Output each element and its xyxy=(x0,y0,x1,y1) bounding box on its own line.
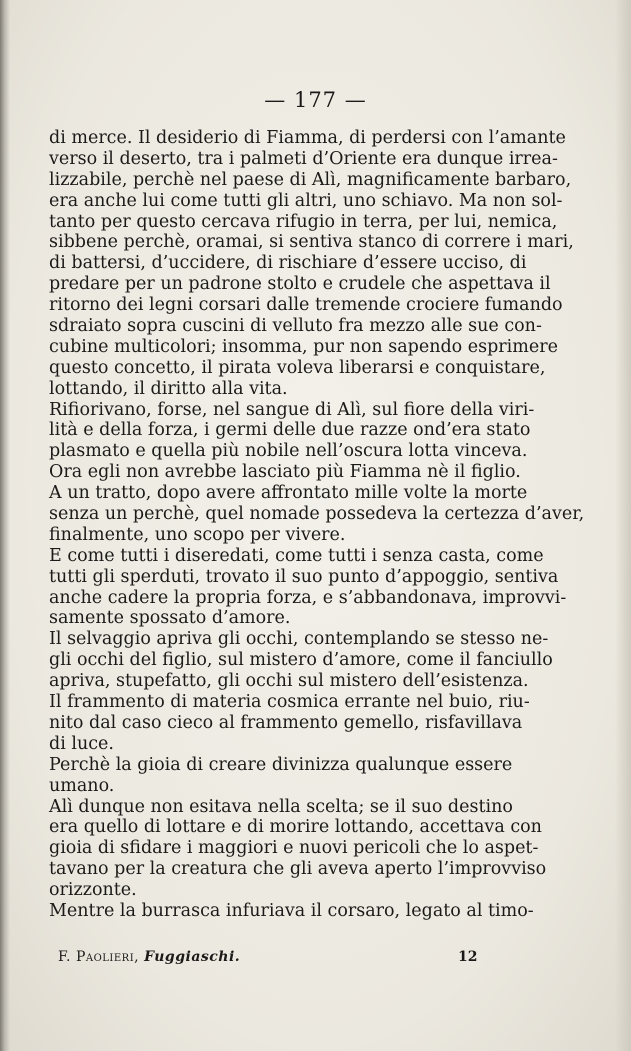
page-number: — 177 — xyxy=(264,88,367,112)
text-line: di luce. xyxy=(49,733,114,754)
text-line: sibbene perchè, oramai, si sentiva stanco di correre i mari, xyxy=(49,232,574,253)
text-line: tavano per la creatura che gli aveva aperto l’improvviso xyxy=(49,859,547,880)
footer-author-title xyxy=(58,949,240,965)
text-line: tanto per questo cercava rifugio in terra, per lui, nemica, xyxy=(49,211,558,232)
text-line: A un tratto, dopo avere affrontato mille volte la morte xyxy=(49,483,528,504)
footer-author-surname: Paolieri, xyxy=(75,949,140,965)
text-line: questo concetto, il pirata voleva liberarsi e conquistare, xyxy=(49,357,546,378)
text-line: orizzonte. xyxy=(49,880,137,901)
page-edge-shadow xyxy=(615,0,631,1051)
footer-signature-number: 12 xyxy=(458,949,478,965)
text-line: lizzabile, perchè nel paese di Alì, magnificamente barbaro, xyxy=(49,169,572,190)
text-line: Il selvaggio apriva gli occhi, contemplando se stesso ne- xyxy=(49,629,549,650)
text-line: umano. xyxy=(49,775,115,796)
text-line: di merce. Il desiderio di Fiamma, di perdersi con l’amante xyxy=(49,128,566,148)
text-line: era anche lui come tutti gli altri, uno schiavo. Ma non sol- xyxy=(49,190,563,211)
text-line: tutti gli sperduti, trovato il suo punto d’appoggio, sentiva xyxy=(49,566,559,587)
text-line: senza un perchè, quel nomade possedeva la certezza d’aver, xyxy=(49,504,585,525)
text-line: gli occhi del figlio, sul mistero d’amore, come il fanciullo xyxy=(49,650,553,671)
text-line: Rifiorivano, forse, nel sangue di Alì, sul fiore della viri- xyxy=(49,399,535,420)
text-line: lottando, il diritto alla vita. xyxy=(49,378,288,399)
text-line: E come tutti i diseredati, come tutti i senza casta, come xyxy=(49,545,544,566)
page-spine-shadow xyxy=(0,0,10,1051)
footer-author-initial: F. xyxy=(58,949,71,965)
text-line: Perchè la gioia di creare divinizza qualunque essere xyxy=(49,754,513,775)
text-line: sdraiato sopra cuscini di velluto fra mezzo alle sue con- xyxy=(49,316,542,337)
text-line: nito dal caso cieco al frammento gemello, risfavillava xyxy=(49,712,523,733)
text-line: di battersi, d’uccidere, di rischiare d’essere ucciso, di xyxy=(49,253,527,274)
text-line: apriva, stupefatto, gli occhi sul mistero dell’esistenza. xyxy=(49,671,529,692)
body-text xyxy=(49,128,585,922)
text-line: verso il deserto, tra i palmeti d’Oriente era dunque irrea- xyxy=(49,148,558,169)
text-line: ritorno dei legni corsari dalle tremende crociere fumando xyxy=(49,295,563,316)
text-line: Alì dunque non esitava nella scelta; se il suo destino xyxy=(49,796,513,817)
text-line: Il frammento di materia cosmica errante nel buio, riu- xyxy=(49,692,530,713)
text-line: samente spossato d’amore. xyxy=(49,608,291,629)
text-line: cubine multicolori; insomma, pur non sapendo esprimere xyxy=(49,336,558,357)
footer-book-title: Fuggiaschi. xyxy=(144,949,241,965)
text-line: era quello di lottare e di morire lottando, accettava con xyxy=(49,817,542,838)
text-line: lità e della forza, i germi delle due razze ond’era stato xyxy=(49,420,531,441)
text-line: predare per un padrone stolto e crudele che aspettava il xyxy=(49,274,551,295)
text-line: anche cadere la propria forza, e s’abbandonava, improvvi- xyxy=(49,587,567,608)
text-line: Ora egli non avrebbe lasciato più Fiamma nè il figlio. xyxy=(49,462,521,483)
text-line: Mentre la burrasca infuriava il corsaro, legato al timo- xyxy=(49,900,534,921)
text-line: plasmato e quella più nobile nell’oscura lotta vinceva. xyxy=(49,441,528,462)
text-line: gioia di sfidare i maggiori e nuovi pericoli che lo aspet- xyxy=(49,838,539,859)
text-line: finalmente, uno scopo per vivere. xyxy=(49,524,346,545)
